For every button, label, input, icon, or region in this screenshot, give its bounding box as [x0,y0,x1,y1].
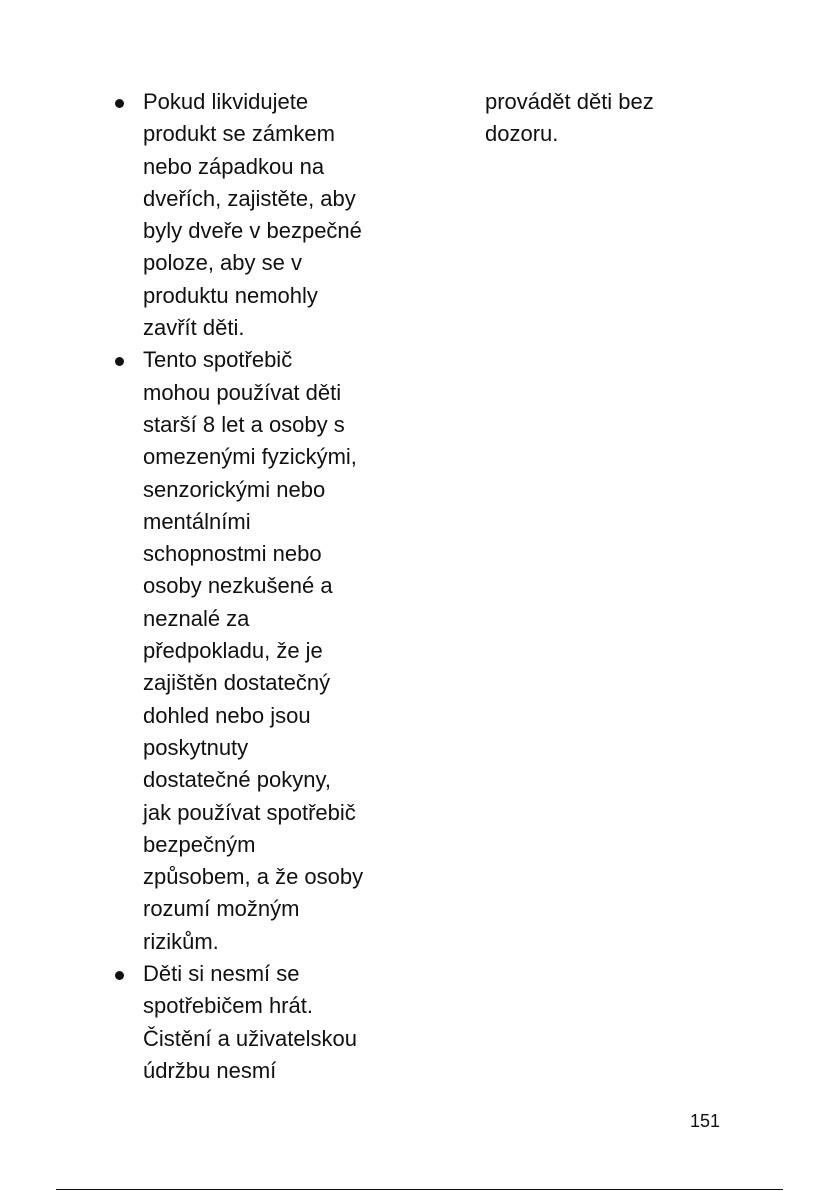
text-line: byly dveře v bezpečné [143,218,362,244]
text-line: dostatečné pokyny, [143,767,331,793]
text-line: omezenými fyzickými, [143,444,357,470]
right-column [485,86,745,151]
footer-divider [56,1189,783,1190]
text-line: Čistění a uživatelskou [143,1025,357,1051]
text-line: nebo západkou na [143,153,325,179]
bullet-item-usage-restrictions [112,344,392,958]
text-line: mentálními [143,508,251,534]
text-line: údržbu nesmí [143,1057,277,1083]
text-line: Tento spotřebič [143,347,293,373]
bullet-item-children-play [112,958,392,1087]
text-line: rizikům. [143,928,219,954]
bullet-icon [115,971,124,980]
text-line: rozumí možným [143,896,300,922]
text-line: způsobem, a že osoby [143,864,364,890]
text-line: bezpečným [143,831,256,857]
text-line: osoby nezkušené a [143,573,333,599]
text-line: zavřít děti. [143,315,245,341]
text-line: produktu nemohly [143,282,318,308]
text-line: Pokud likvidujete [143,89,309,114]
page-number: 151 [690,1111,721,1131]
text-line: dohled nebo jsou [143,702,311,728]
text-line: mohou používat děti [143,379,342,405]
text-line: provádět děti bez [485,89,654,114]
left-column [112,86,392,1087]
text-line: senzorickými nebo [143,476,326,502]
text-line: spotřebičem hrát. [143,993,313,1019]
text-line: poskytnuty [143,734,249,760]
text-line: starší 8 let a osoby s [143,411,345,437]
bullet-item-disposal-lock [112,86,392,344]
text-line: schopnostmi nebo [143,541,322,567]
text-line: dozoru. [485,121,559,147]
bullet-icon [115,357,124,366]
text-line: Děti si nesmí se [143,961,300,987]
text-line: dveřích, zajistěte, aby [143,185,356,211]
text-line: jak používat spotřebič [143,799,356,825]
bullet-list [112,86,392,1087]
text-line: neznalé za [143,605,250,631]
text-line: produkt se zámkem [143,121,335,147]
text-line: předpokladu, že je [143,638,323,664]
text-line: poloze, aby se v [143,250,302,276]
text-line: zajištěn dostatečný [143,670,331,696]
bullet-icon [115,99,124,108]
